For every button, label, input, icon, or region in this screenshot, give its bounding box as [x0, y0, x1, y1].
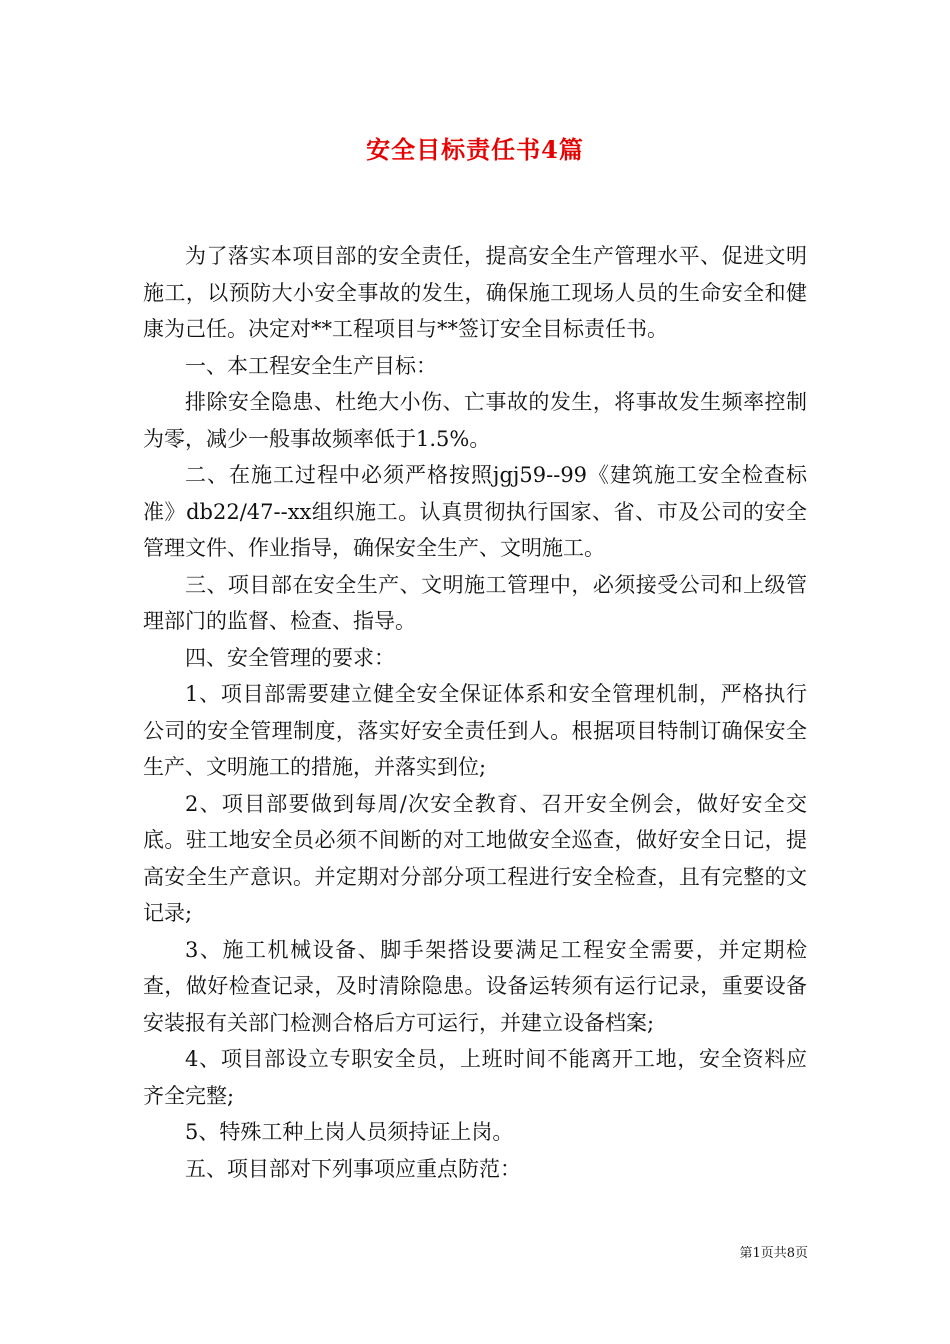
- heading-section-4: 四、安全管理的要求：: [185, 645, 395, 670]
- document-body: [143, 238, 807, 1187]
- list-item-2: 2、项目部要做到每周/次安全教育、召开安全例会，做好安全交底。驻工地安全员必须不间断的对工地做安全巡查，做好安全日记，提高安全生产意识。并定期对分部分项工程进行安全检查，且有完整的文记录;: [143, 791, 807, 925]
- heading-section-5: 五、项目部对下列事项应重点防范：: [185, 1156, 521, 1181]
- paragraph-section-2: 二、在施工过程中必须严格按照jgj59--99《建筑施工安全检查标准》db22/47--xx组织施工。认真贯彻执行国家、省、市及公司的安全管理文件、作业指导，确保安全生产、文明施工。: [143, 463, 807, 560]
- heading-section-1: 一、本工程安全生产目标：: [185, 353, 437, 378]
- paragraph-intro: 为了落实本项目部的安全责任，提高安全生产管理水平、促进文明施工，以预防大小安全事故的发生，确保施工现场人员的生命安全和健康为己任。决定对**工程项目与**签订安全目标责任书。: [143, 244, 807, 341]
- list-item-1: 1、项目部需要建立健全安全保证体系和安全管理机制，严格执行公司的安全管理制度，落实好安全责任到人。根据项目特制订确保安全生产、文明施工的措施，并落实到位;: [143, 682, 807, 779]
- list-item-4: 4、项目部设立专职安全员，上班时间不能离开工地，安全资料应齐全完整;: [143, 1047, 807, 1108]
- paragraph-safety-goal: 排除安全隐患、杜绝大小伤、亡事故的发生，将事故发生频率控制为零，减少一般事故频率低于1.5%。: [143, 390, 807, 451]
- page-number-footer: 第1页共8页: [739, 1246, 808, 1261]
- document-title: 安全目标责任书4篇: [366, 135, 584, 164]
- list-item-5: 5、特殊工种上岗人员须持证上岗。: [185, 1120, 514, 1144]
- paragraph-section-3: 三、项目部在安全生产、文明施工管理中，必须接受公司和上级管理部门的监督、检查、指导。: [143, 572, 807, 633]
- list-item-3: 3、施工机械设备、脚手架搭设要满足工程安全需要，并定期检查，做好检查记录，及时清除隐患。设备运转须有运行记录，重要设备安装报有关部门检测合格后方可运行，并建立设备档案;: [143, 937, 807, 1035]
